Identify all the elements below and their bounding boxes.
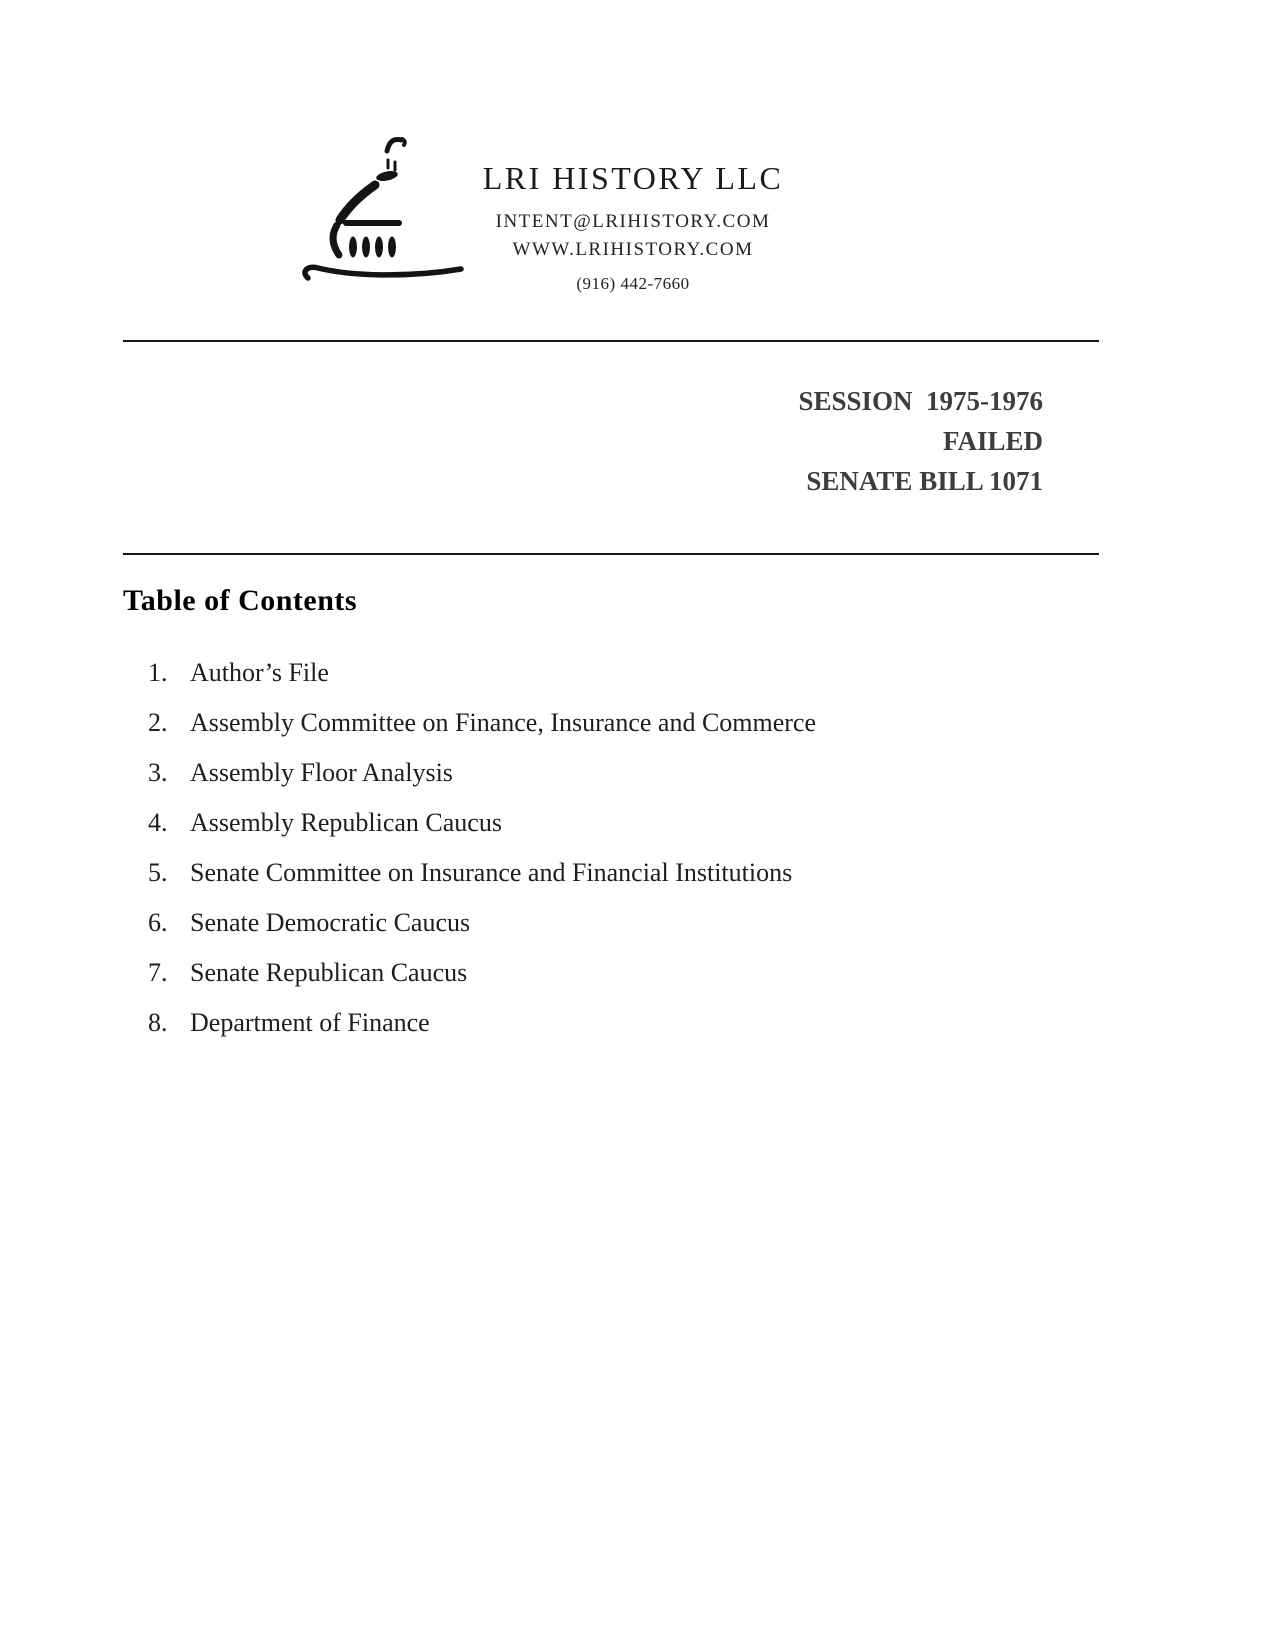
toc-item: [148, 948, 816, 998]
capitol-dome-logo-icon: [293, 130, 475, 288]
bill-number-line: SENATE BILL 1071: [806, 466, 1043, 496]
toc-item-label: Assembly Floor Analysis: [190, 758, 453, 787]
bill-info-block: [798, 381, 1043, 501]
toc-item-number: 5.: [148, 858, 168, 887]
toc-item: [148, 648, 816, 698]
company-website: WWW.LRIHISTORY.COM: [512, 239, 754, 260]
toc-item: [148, 698, 816, 748]
toc-item-label: Author’s File: [190, 658, 329, 687]
toc-list: [148, 648, 816, 1048]
toc-item: [148, 798, 816, 848]
company-name: LRI HISTORY LLC: [482, 160, 784, 196]
toc-item: [148, 898, 816, 948]
toc-title: Table of Contents: [123, 584, 358, 617]
company-email: INTENT@LRIHISTORY.COM: [495, 211, 771, 232]
company-phone: (916) 442-7660: [576, 274, 690, 293]
toc-item-label: Senate Republican Caucus: [190, 958, 468, 987]
divider-top: [123, 340, 1099, 342]
toc-item: [148, 998, 816, 1048]
toc-item-number: 3.: [148, 758, 168, 787]
toc-item: [148, 848, 816, 898]
toc-item-label: Assembly Republican Caucus: [190, 808, 502, 837]
toc-item-number: 4.: [148, 808, 168, 837]
toc-item-number: 1.: [148, 658, 168, 687]
toc-item-number: 7.: [148, 958, 168, 987]
toc-item-label: Assembly Committee on Finance, Insurance and Commerce: [190, 708, 817, 737]
toc-item: [148, 748, 816, 798]
bill-session-line: SESSION 1975-1976: [798, 386, 1043, 416]
toc-item-number: 6.: [148, 908, 168, 937]
bill-status-line: FAILED: [942, 426, 1043, 456]
toc-item-number: 2.: [148, 708, 168, 737]
toc-item-number: 8.: [148, 1008, 168, 1037]
toc-item-label: Department of Finance: [190, 1008, 430, 1037]
toc-item-label: Senate Democratic Caucus: [190, 908, 471, 937]
toc-item-label: Senate Committee on Insurance and Financial Institutions: [190, 858, 793, 887]
divider-bottom: [123, 553, 1099, 555]
